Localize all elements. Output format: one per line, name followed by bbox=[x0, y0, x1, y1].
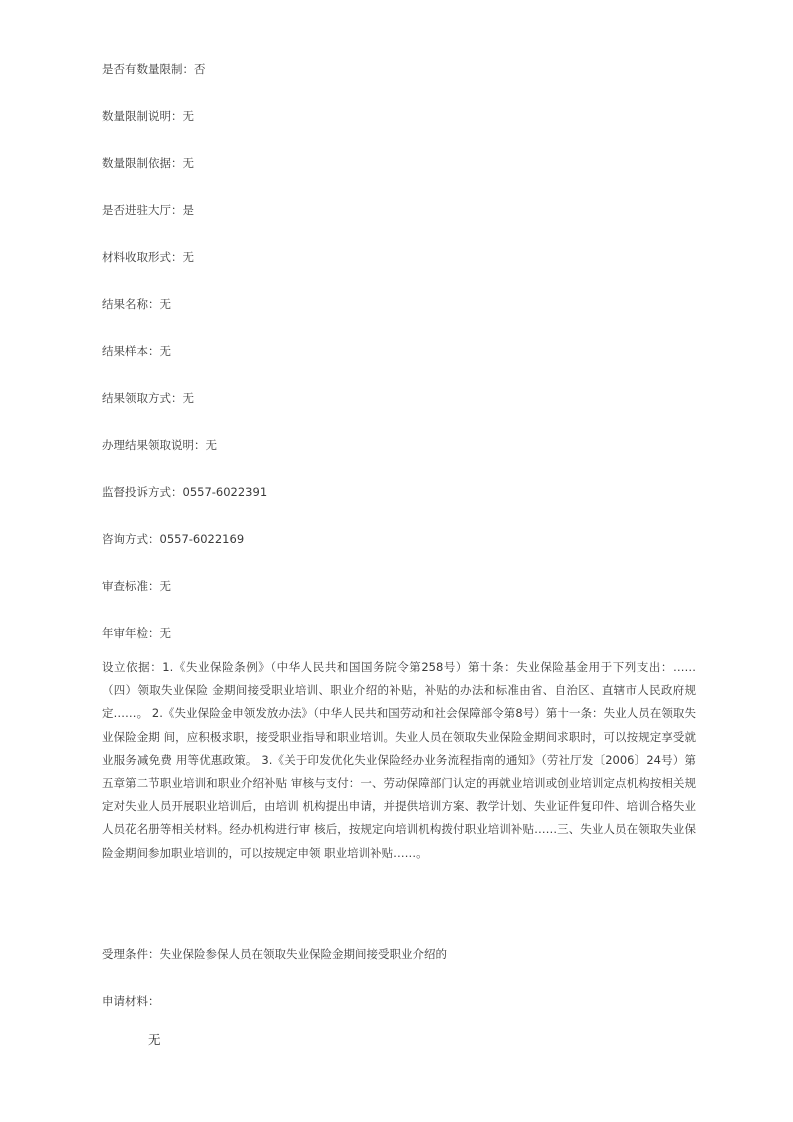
field-consult-contact: 咨询方式：0557-6022169 bbox=[102, 532, 245, 546]
field-result-pickup: 结果领取方式：无 bbox=[102, 391, 194, 405]
field-materials-label: 申请材料： bbox=[102, 994, 160, 1008]
field-annual-inspection: 年审年检：无 bbox=[102, 626, 171, 640]
field-quantity-limit-basis: 数量限制依据：无 bbox=[102, 156, 194, 170]
field-result-pickup-note: 办理结果领取说明：无 bbox=[102, 438, 217, 452]
field-complaint-contact: 监督投诉方式：0557-6022391 bbox=[102, 485, 268, 499]
field-in-hall: 是否进驻大厅：是 bbox=[102, 203, 194, 217]
field-acceptance-conditions: 受理条件：失业保险参保人员在领取失业保险金期间接受职业介绍的 bbox=[102, 947, 447, 961]
legal-basis-paragraph: 设立依据：1.《失业保险条例》（中华人民共和国国务院令第258号）第十条：失业保险基金用于下列支出：……（四）领取失业保险 金期间接受职业培训、职业介绍的补贴，补贴的办法和标准由省、自治区、直辖市人民政府规定……。 2.《失业保险金申领发放办法》（中华人民共和国劳动和社会保障部令第8号）第十一条：失业人员在领取失业保险金期 间，应积极求职，接受职业指导和职业培训。失业人员在领取失业保险金期间求职时，可以按规定享受就业服务减免费 用等优惠政策。 3.《关于印发优化失业保险经办业务流程指南的通知》（劳社厅发〔2006〕24号）第五章第二节职业培训和职业介绍补贴 审核与支付：一、劳动保障部门认定的再就业培训或创业培训定点机构按相关规定对失业人员开展职业培训后，由培训 机构提出申请，并提供培训方案、教学计划、失业证件复印件、培训合格失业人员花名册等相关材料。经办机构进行审 核后，按规定向培训机构拨付职业培训补贴……三、失业人员在领取失业保险金期间参加职业培训的，可以按规定申领 职业培训补贴……。 bbox=[102, 660, 696, 860]
field-result-name: 结果名称：无 bbox=[102, 297, 171, 311]
materials-value: 无 bbox=[148, 1032, 161, 1047]
field-quantity-limit-note: 数量限制说明：无 bbox=[102, 109, 194, 123]
field-material-form: 材料收取形式：无 bbox=[102, 250, 194, 264]
field-review-standard: 审查标准：无 bbox=[102, 579, 171, 593]
field-quantity-limit: 是否有数量限制：否 bbox=[102, 62, 206, 76]
field-result-sample: 结果样本：无 bbox=[102, 344, 171, 358]
